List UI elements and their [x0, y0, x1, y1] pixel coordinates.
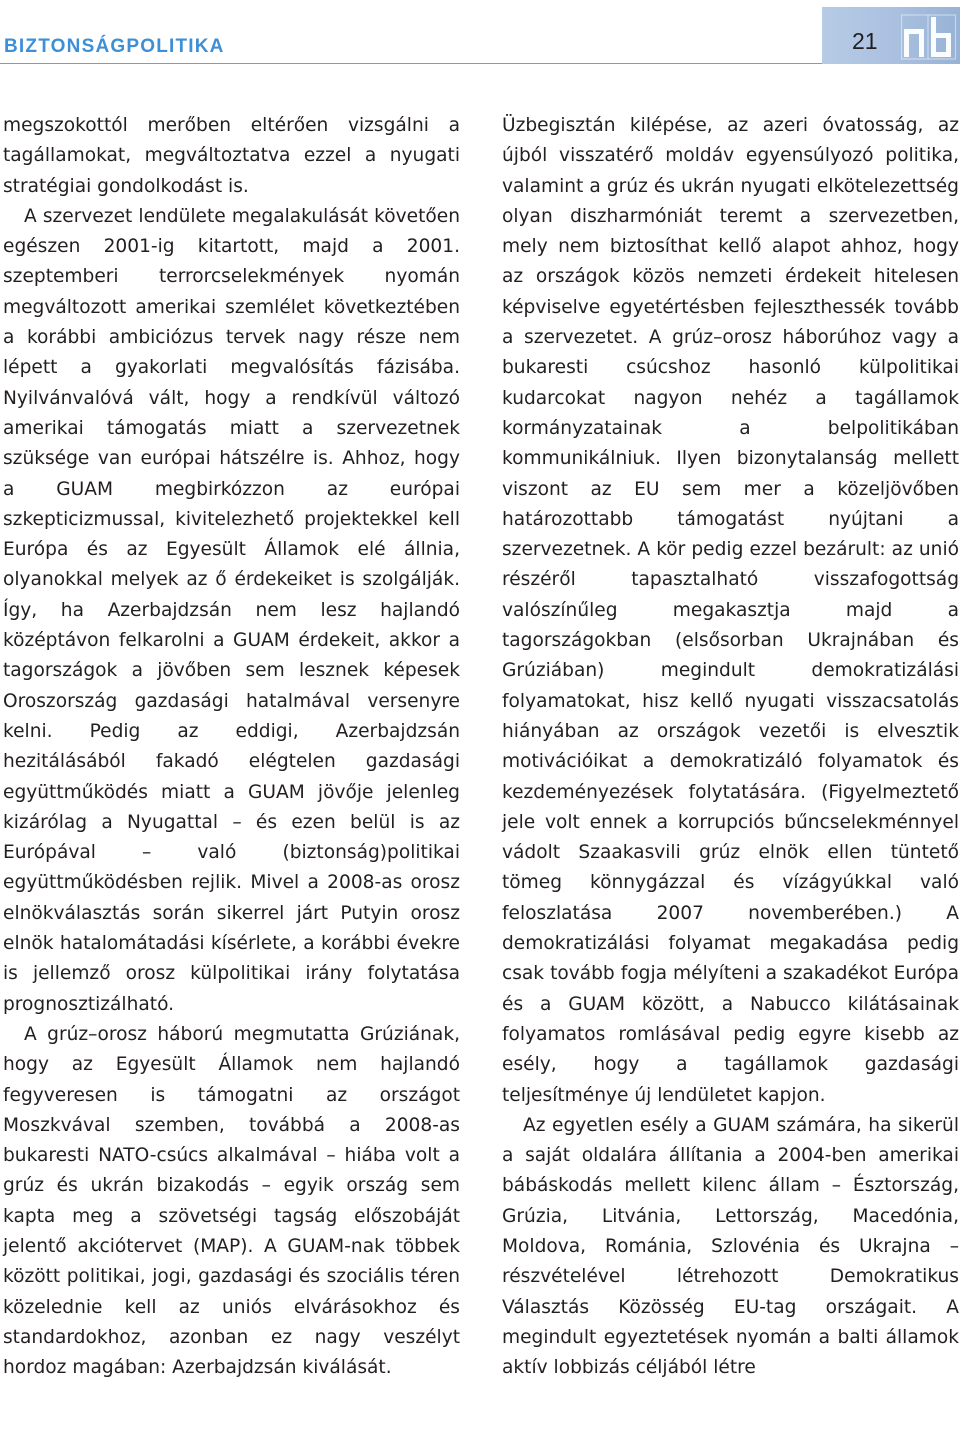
- page-number-box: [822, 7, 960, 64]
- paragraph: A szervezet lendülete megalakulását követően egészen 2001-ig kitartott, majd a 2001. szeptemberi terrorcselekmények nyomán megváltozott amerikai szemlélet következtében a korábbi ambiciózus tervek nagy része nem lépett a gyakorlati megvalósítás fázisába. Nyilvánvalóvá vált, hogy a rendkívül változó amerikai támogatás miatt a szervezetnek szüksége van európai hátszélre is. Ahhoz, hogy a GUAM megbirkózzon az európai szkepticizmussal, kivitelezhető projektekkel kell Európa és az Egyesült Államok elé állnia, olyanokkal melyek az ő érdekeiket is szolgálják. Így, ha Azerbajdzsán nem lesz hajlandó középtávon felkarolni a GUAM érdekeit, akkor a tagországok a jövőben sem lesznek képesek Oroszország gazdasági hatalmával versenyre kelni. Pedig az eddigi, Azerbajdzsán hezitálásából fakadó elégtelen gazdasági együttműködés miatt a GUAM jövője jelenleg kizárólag a Nyugattal – és ezen belül is az Európával – való (biztonság)politikai együttműködésben rejlik. Mivel a 2008-as orosz elnökválasztás során sikerrel járt Putyin orosz elnök hatalomátadási kísérlete, a korábbi évekre is jellemző orosz külpolitikai irány folytatása prognosztizálható.: [3, 205, 460, 1015]
- page-number: 21: [852, 28, 878, 54]
- section-title: BIZTONSÁGPOLITIKA: [4, 36, 225, 57]
- nb-journal-logo-icon: [900, 13, 958, 61]
- page-header: [0, 0, 960, 70]
- header-rule: [0, 63, 822, 64]
- paragraph: Üzbegisztán kilépése, az azeri óvatosság, az újból visszatérő moldáv egyensúlyozó politika, valamint a grúz és ukrán nyugati elkötelezettség olyan diszharmóniát teremt a szervezetben, mely nem biztosíthat kellő alapot ahhoz, hogy az országok közös nemzeti érdekeit hitelesen képviselve egyetértésben fejleszthessék tovább a szervezetet. A grúz–orosz háborúhoz vagy a bukaresti csúcshoz hasonló külpolitikai kudarcokat nagyon nehéz a tagállamok kormányzatainak a belpolitikában kommunikálniuk. Ilyen bizonytalanság mellett viszont az EU sem mer a közeljövőben határozottabb támogatást nyújtani a szervezetnek. A kör pedig ezzel bezárult: az unió részéről tapasztalható visszafogottság valószínűleg megakasztja majd a tagországokban (elsősorban Ukrajnában és Grúziában) megindult demokratizálási folyamatokat, hisz kellő nyugati visszacsatolás hiányában az országok vezetői is elvesztik motivációikat a demokratizáló folyamatok és kezdeményezések folytatására. (Figyelmeztető jele volt ennek a korrupciós bűncselekménnyel vádolt Szaakasvili grúz elnök ellen tüntető tömeg könnygázzal és vízágyúkkal való feloszlatása 2007 novemberében.) A demokratizálási folyamat megakadása pedig csak tovább fogja mélyíteni a szakadékot Európa és a GUAM között, a Nabucco kilátásainak folyamatos romlásával pedig egyre kisebb az esély, hogy a tagállamok gazdasági teljesítménye új lendületet kapjon.: [502, 115, 959, 1106]
- right-column: [502, 111, 959, 1383]
- paragraph: A grúz–orosz háború megmutatta Grúziának, hogy az Egyesült Államok nem hajlandó fegyveresen is támogatni az országot Moszkvával szemben, továbbá a 2008-as bukaresti NATO-csúcs alkalmával – hiába volt a grúz és ukrán bizakodás – egyik ország sem kapta meg a szövetségi tagság előszobáját jelentő akciótervet (MAP). A GUAM-nak többek között politikai, jogi, gazdasági és szociális téren közelednie kell az uniós elvárásokhoz és standardokhoz, azonban ez nagy veszélyt hordoz magában: Azerbajdzsán kiválását.: [3, 1023, 460, 1379]
- paragraph: Az egyetlen esély a GUAM számára, ha sikerül a saját oldalára állítania a 2004-ben amerikai bábáskodás mellett kilenc állam – Észtország, Grúzia, Litvánia, Lettország, Macedónia, Moldova, Románia, Szlovénia és Ukrajna – részvételével létrehozott Demokratikus Választás Közösség EU-tag országait. A megindult egyeztetések nyomán a balti államok aktív lobbizás céljából létre: [502, 1114, 959, 1379]
- left-column: [3, 111, 460, 1383]
- paragraph: megszokottól merőben eltérően vizsgálni a tagállamokat, megváltoztatva ezzel a nyugati stratégiai gondolkodást is.: [3, 115, 460, 197]
